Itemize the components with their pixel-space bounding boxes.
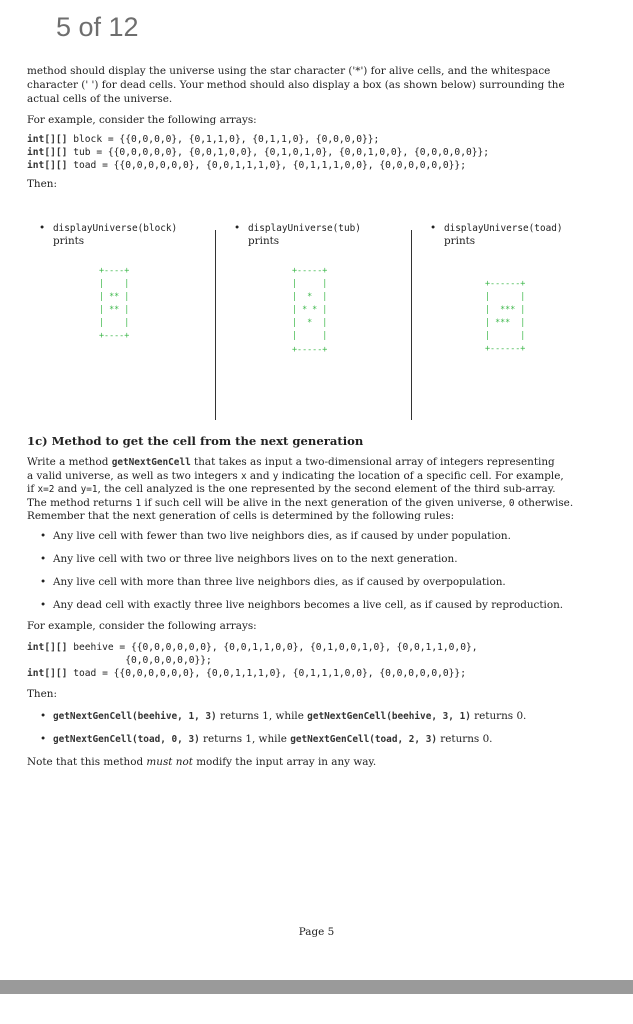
array-toad-def: toad = {{0,0,0,0,0,0}, {0,0,1,1,1,0}, {0,1,1,1,0,0}, {0,0,0,0,0,0}}; bbox=[67, 160, 466, 171]
desc-line-3: if x=2 and y=1, the cell analyzed is the one represented by the second element of the third sub-array. bbox=[27, 483, 556, 495]
type-keyword: int[][] bbox=[27, 147, 68, 158]
display-examples bbox=[27, 222, 607, 422]
type-keyword: int[][] bbox=[27, 134, 68, 145]
bottom-bar bbox=[0, 980, 633, 994]
array-beehive-def: beehive = {{0,0,0,0,0,0}, {0,0,1,1,0,0}, {0,1,0,0,1,0}, {0,0,1,1,0,0}, bbox=[67, 642, 478, 653]
tub-output: +-----+ | | | * | | * * | | * | | | +-----+ bbox=[292, 265, 328, 354]
intro-line-1: method should display the universe using the star character ('*') for alive cells, and the whitespace bbox=[27, 65, 551, 77]
rule-item: • Any live cell with two or three live neighbors lives on to the next generation. bbox=[42, 553, 601, 567]
example-call: displayUniverse(tub) bbox=[248, 223, 361, 234]
desc-line-2: a valid universe, as well as two integers x and y indicating the location of a specific cell. For example, bbox=[27, 469, 564, 482]
array-tub bbox=[27, 146, 601, 159]
column-divider bbox=[411, 230, 412, 420]
page-footer: Page 5 bbox=[298, 926, 335, 938]
array-toad bbox=[27, 159, 601, 172]
intro-line-3: actual cells of the universe. bbox=[27, 93, 173, 105]
example-call: displayUniverse(block) bbox=[53, 223, 178, 234]
toad-output: +------+ | | | *** | | *** | | | +------+ bbox=[485, 278, 526, 354]
rule-item: • Any live cell with fewer than two live neighbors dies, as if caused by under population. bbox=[42, 530, 601, 544]
array-beehive bbox=[27, 641, 601, 654]
block-output: +----+ | | | ** | | ** | | | +----+ bbox=[99, 265, 130, 341]
column-divider bbox=[215, 230, 216, 420]
then-label: Then: bbox=[27, 178, 57, 190]
desc-line-5: Remember that the next generation of cells is determined by the following rules: bbox=[27, 510, 455, 522]
array-block bbox=[27, 133, 601, 146]
type-keyword: int[][] bbox=[27, 642, 68, 653]
array-toad-2 bbox=[27, 667, 601, 680]
desc-line-1: Write a method getNextGenCell that takes as input a two-dimensional array of integers representing bbox=[27, 456, 555, 468]
section-title: 1c) Method to get the cell from the next generation bbox=[27, 434, 364, 448]
rules-list bbox=[27, 530, 601, 613]
array-beehive-cont: {0,0,0,0,0,0}}; bbox=[27, 655, 212, 666]
type-keyword: int[][] bbox=[27, 160, 68, 171]
example-intro-2: For example, consider the following arrays: bbox=[27, 619, 257, 632]
example-prints: prints bbox=[248, 235, 280, 247]
intro-section bbox=[27, 64, 601, 191]
note-line: Note that this method must not modify the input array in any way. bbox=[27, 755, 377, 768]
then-label-2: Then: bbox=[27, 688, 57, 700]
example-call: displayUniverse(toad) bbox=[444, 223, 563, 234]
example-block: • displayUniverse(block) prints bbox=[39, 222, 178, 247]
array-tub-def: tub = {{0,0,0,0,0}, {0,0,1,0,0}, {0,1,0,1,0}, {0,0,1,0,0}, {0,0,0,0,0}}; bbox=[67, 147, 490, 158]
rule-item: • Any dead cell with exactly three live neighbors becomes a live cell, as if caused by reproduction. bbox=[42, 599, 601, 613]
intro-line-2: character (' ') for dead cells. Your method should also display a box (as shown below) surrounding the bbox=[27, 79, 565, 91]
page-counter: 5 of 12 bbox=[56, 12, 139, 42]
method-description bbox=[27, 456, 601, 769]
example-intro: For example, consider the following arrays: bbox=[27, 114, 257, 126]
result-item: • getNextGenCell(beehive, 1, 3) returns 1, while getNextGenCell(beehive, 3, 1) returns 0. bbox=[42, 710, 601, 724]
result-item: • getNextGenCell(toad, 0, 3) returns 1, while getNextGenCell(toad, 2, 3) returns 0. bbox=[42, 733, 601, 747]
array-block-def: block = {{0,0,0,0}, {0,1,1,0}, {0,1,1,0}, {0,0,0,0}}; bbox=[67, 134, 380, 145]
desc-line-4: The method returns 1 if such cell will be alive in the next generation of the given universe, 0 otherwise. bbox=[27, 496, 574, 509]
results-list bbox=[27, 710, 601, 747]
array-toad-2-def: toad = {{0,0,0,0,0,0}, {0,0,1,1,1,0}, {0,1,1,1,0,0}, {0,0,0,0,0,0}}; bbox=[67, 668, 466, 679]
example-prints: prints bbox=[444, 235, 476, 247]
type-keyword: int[][] bbox=[27, 668, 68, 679]
rule-item: • Any live cell with more than three live neighbors dies, as if caused by overpopulation. bbox=[42, 576, 601, 590]
example-toad: • displayUniverse(toad) prints bbox=[430, 222, 563, 247]
example-prints: prints bbox=[53, 235, 85, 247]
example-tub: • displayUniverse(tub) prints bbox=[234, 222, 361, 247]
